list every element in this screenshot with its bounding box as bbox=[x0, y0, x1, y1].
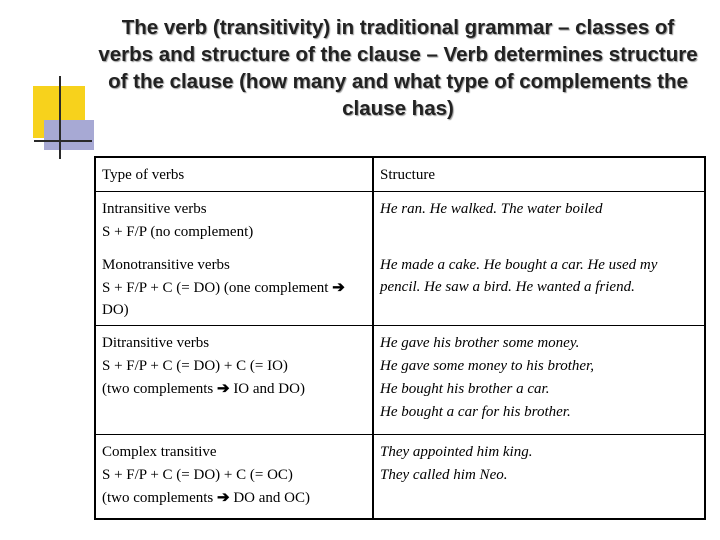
verb-type-formula: S + F/P + C (= DO) + C (= IO) bbox=[102, 358, 288, 374]
decor-horizontal-line bbox=[34, 140, 92, 142]
verb-type-formula bbox=[102, 277, 368, 321]
formula-text: S + F/P + C (= DO) (one complement bbox=[102, 280, 333, 296]
cell-examples bbox=[373, 326, 705, 435]
verb-type-formula-detail bbox=[102, 487, 368, 510]
table-row-ditransitive bbox=[95, 326, 705, 435]
example-text: He ran. He walked. The water boiled bbox=[380, 201, 603, 217]
cell-examples bbox=[373, 248, 705, 326]
header-type-of-verbs: Type of verbs bbox=[95, 157, 373, 192]
arrow-right-icon: ➔ bbox=[216, 381, 230, 397]
verb-type-formula: S + F/P (no complement) bbox=[102, 224, 254, 240]
verb-type-formula-detail bbox=[102, 378, 368, 401]
slide-title: The verb (transitivity) in traditional grammar – classes of verbs and structure of the clause – Verb determines structure of the clause (how many and what type of complements the clause has) bbox=[98, 16, 698, 120]
header-structure: Structure bbox=[373, 157, 705, 192]
table-row-monotransitive bbox=[95, 248, 705, 326]
table-row-intransitive bbox=[95, 192, 705, 249]
table-row-complex-transitive bbox=[95, 435, 705, 520]
cell-examples bbox=[373, 192, 705, 249]
cell-verb-type bbox=[95, 248, 373, 326]
formula-text: (two complements bbox=[102, 381, 217, 397]
decor-vertical-line bbox=[59, 76, 61, 159]
example-text: He made a cake. He bought a car. He used my pencil. He saw a bird. He wanted a friend. bbox=[380, 257, 658, 295]
decor-blue-rectangle bbox=[44, 120, 94, 150]
example-text: He bought his brother a car. bbox=[380, 381, 550, 397]
formula-text: (two complements bbox=[102, 490, 217, 506]
cell-verb-type bbox=[95, 435, 373, 520]
cell-verb-type bbox=[95, 326, 373, 435]
verb-type-name: Ditransitive verbs bbox=[102, 335, 210, 351]
example-text: They called him Neo. bbox=[380, 467, 508, 483]
verb-type-name: Monotransitive verbs bbox=[102, 257, 230, 273]
formula-text: DO and OC) bbox=[229, 490, 310, 506]
verb-type-formula: S + F/P + C (= DO) + C (= OC) bbox=[102, 467, 293, 483]
verb-type-name: Complex transitive bbox=[102, 444, 217, 460]
example-text: He bought a car for his brother. bbox=[380, 404, 571, 420]
verb-transitivity-table bbox=[94, 156, 706, 520]
cell-verb-type bbox=[95, 192, 373, 249]
example-text: They appointed him king. bbox=[380, 444, 533, 460]
example-text: He gave some money to his brother, bbox=[380, 358, 594, 374]
formula-text: IO and DO) bbox=[229, 381, 305, 397]
verb-type-name: Intransitive verbs bbox=[102, 201, 207, 217]
cell-examples bbox=[373, 435, 705, 520]
example-text: He gave his brother some money. bbox=[380, 335, 580, 351]
arrow-right-icon: ➔ bbox=[216, 490, 230, 506]
table-header-row bbox=[95, 157, 705, 192]
formula-text: DO) bbox=[102, 302, 129, 318]
arrow-right-icon: ➔ bbox=[332, 280, 345, 296]
